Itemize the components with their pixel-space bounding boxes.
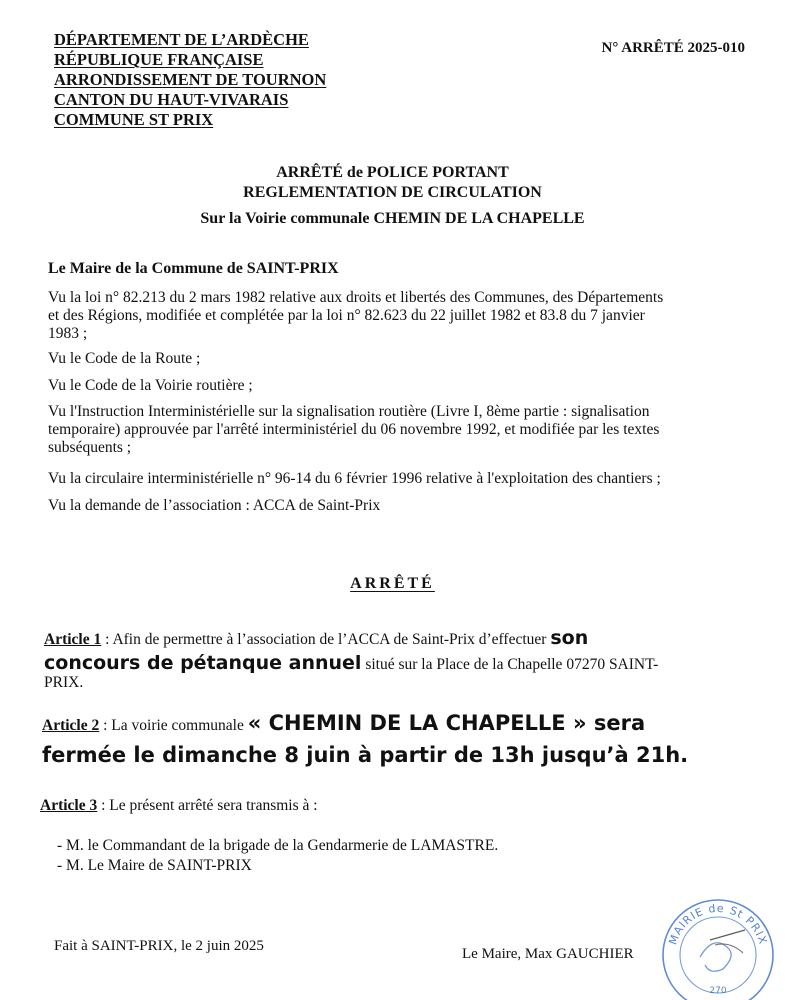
arrete-number: N° ARRÊTÉ 2025-010 [601, 40, 745, 56]
article-3-label: Article 3 [40, 797, 98, 814]
vu-loi-line-1: Vu la loi n° 82.213 du 2 mars 1982 relative aux droits et libertés des Communes, des Départements [48, 289, 664, 306]
article-1-text-c: PRIX. [44, 674, 84, 691]
vu-demande: Vu la demande de l’association : ACCA de Saint-Prix [48, 497, 381, 514]
svg-text:270: 270 [709, 986, 727, 996]
vu-instruction-line-1: Vu l'Instruction Interministérielle sur la signalisation routière (Livre I, 8ème partie : signalisation [48, 403, 650, 420]
article-2-text-a: La voirie communale [111, 717, 248, 734]
title-line-3: Sur la Voirie communale CHEMIN DE LA CHAPELLE [200, 210, 585, 227]
article-2-sep: : [99, 717, 112, 734]
article-2-big-a: « CHEMIN DE LA CHAPELLE » sera [247, 711, 646, 735]
article-2-big-b: fermée le dimanche 8 juin à partir de 13h jusqu’à 21h. [42, 743, 689, 767]
recipient-maire: - M. Le Maire de SAINT-PRIX [57, 857, 252, 874]
title-line-2: REGLEMENTATION DE CIRCULATION [243, 184, 542, 201]
article-1-line-1 [44, 626, 588, 652]
arrete-heading: ARRÊTÉ [350, 575, 435, 592]
vu-loi-line-3: 1983 ; [48, 325, 88, 342]
mayor-signature-name: Le Maire, Max GAUCHIER [462, 946, 634, 962]
vu-loi-line-2: et des Régions, modifiée et complétée par la loi n° 82.623 du 22 juillet 1982 et 83.8 du 7 janvier [48, 307, 645, 324]
header-departement: DÉPARTEMENT DE L’ARDÈCHE [54, 30, 309, 49]
article-1-line-2 [44, 650, 658, 678]
vu-instruction-line-2: temporaire) approuvée par l'arrêté interministériel du 06 novembre 1992, et modifiée par les textes [48, 421, 660, 438]
article-2-line-2 [42, 740, 688, 773]
header-republique: RÉPUBLIQUE FRANÇAISE [54, 50, 264, 69]
vu-code-voirie: Vu le Code de la Voirie routière ; [48, 377, 253, 394]
article-3-text: Le présent arrêté sera transmis à : [109, 797, 318, 814]
article-1-text-b: situé sur la Place de la Chapelle 07270 SAINT- [361, 656, 659, 673]
maire-heading: Le Maire de la Commune de SAINT-PRIX [48, 260, 339, 277]
svg-text:MAIRIE de St PRIX: MAIRIE de St PRIX [666, 901, 770, 947]
article-3-line [40, 797, 318, 815]
header-arrondissement: ARRONDISSEMENT DE TOURNON [54, 70, 327, 89]
vu-code-route: Vu le Code de la Route ; [48, 350, 201, 367]
vu-instruction-line-3: subséquents ; [48, 439, 132, 456]
article-1-big-b: concours de pétanque annuel [44, 652, 362, 674]
article-3-sep: : [97, 797, 110, 814]
header-commune: COMMUNE ST PRIX [54, 110, 214, 129]
article-1-big-a: son [550, 627, 589, 649]
recipient-gendarmerie: - M. le Commandant de la brigade de la Gendarmerie de LAMASTRE. [57, 837, 499, 854]
article-1-label: Article 1 [44, 631, 102, 648]
mairie-seal-stamp [655, 895, 775, 1000]
article-1-text-a: Afin de permettre à l’association de l’ACCA de Saint-Prix d’effectuer [112, 631, 551, 648]
title-line-1: ARRÊTÉ de POLICE PORTANT [276, 164, 509, 181]
vu-circulaire: Vu la circulaire interministérielle n° 96-14 du 6 février 1996 relative à l'exploitation des chantiers ; [48, 470, 661, 487]
article-1-sep: : [101, 631, 113, 648]
header-canton: CANTON DU HAUT-VIVARAIS [54, 90, 289, 109]
article-2-label: Article 2 [42, 717, 100, 734]
fait-a-line: Fait à SAINT-PRIX, le 2 juin 2025 [54, 938, 264, 954]
article-2-line-1 [42, 708, 645, 741]
